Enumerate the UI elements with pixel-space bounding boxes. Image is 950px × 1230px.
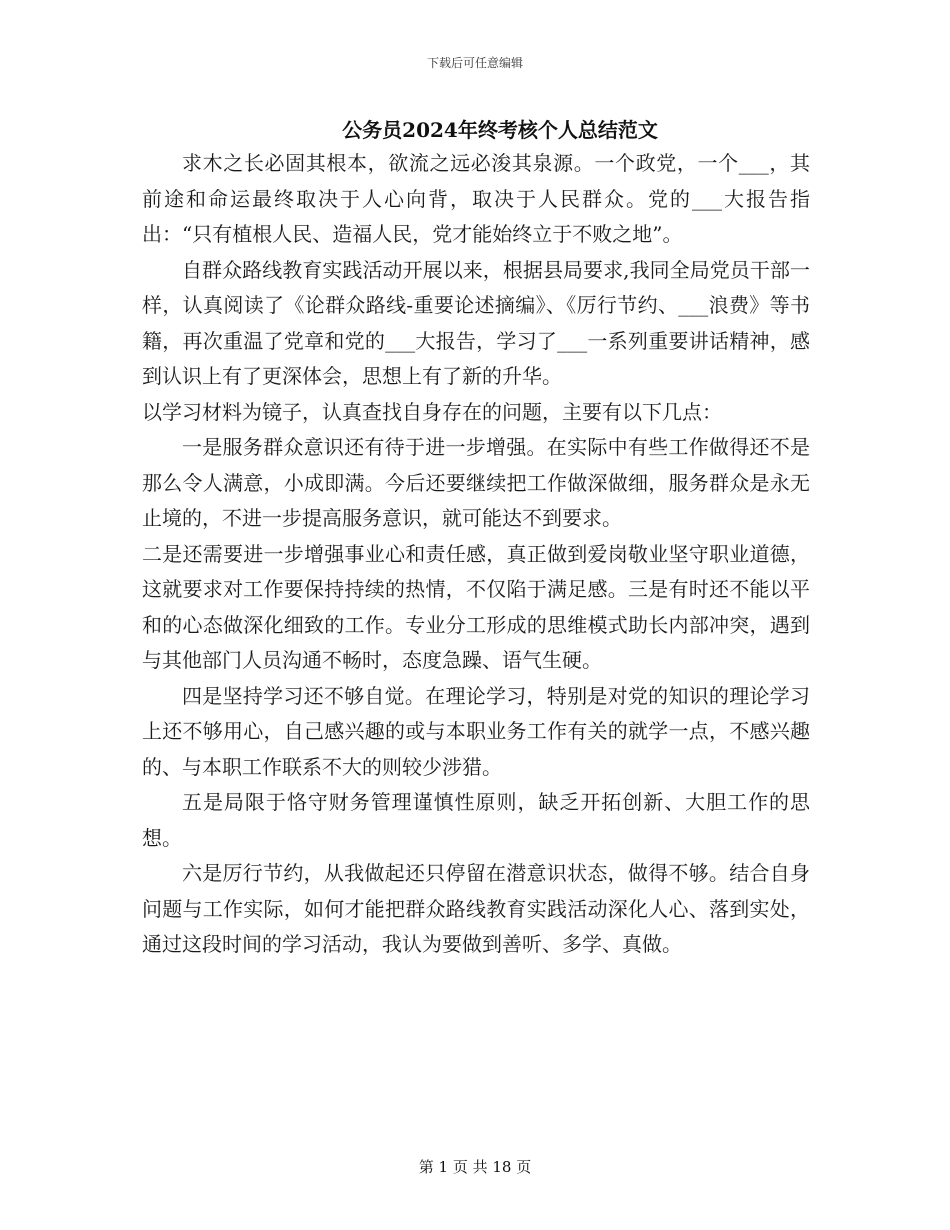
paragraph-4: 一是服务群众意识还有待于进一步增强。在实际中有些工作做得还不是那么令人满意，小成即满。今后还要继续把工作做深做细，服务群众是永无止境的，不进一步提高服务意识，就可能达不到要求。	[142, 435, 810, 530]
paragraph-6: 四是坚持学习还不够自觉。在理论学习，特别是对党的知识的理论学习上还不够用心，自己感兴趣的或与本职业务工作有关的就学一点，不感兴趣的、与本职工作联系不大的则较少涉猎。	[142, 683, 810, 779]
paragraph-8: 六是厉行节约，从我做起还只停留在潜意识状态，做得不够。结合自身问题与工作实际，如何才能把群众路线教育实践活动深化人心、落到实处，通过这段时间的学习活动，我认为要做到善听、多学、真做。	[142, 861, 810, 956]
header-note: 下载后可任意编辑	[426, 56, 523, 70]
page-indicator: 第 1 页 共 18 页	[418, 1158, 532, 1176]
paragraph-1: 求木之长必固其根本，欲流之远必浚其泉源。一个政党，一个___，其前途和命运最终取决于人心向背，取决于人民群众。党的___大报告指出：“只有植根人民、造福人民，党才能始终立于不败之地”。	[142, 151, 810, 246]
paragraph-5: 二是还需要进一步增强事业心和责任感，真正做到爱岗敬业坚守职业道德，这就要求对工作要保持持续的热情，不仅陷于满足感。三是有时还不能以平和的心态做深化细致的工作。专业分工形成的思维模式助长内部冲突，遇到与其他部门人员沟通不畅时，态度急躁、语气生硬。	[142, 541, 810, 672]
paragraph-3: 以学习材料为镜子，认真查找自身存在的问题，主要有以下几点：	[142, 399, 722, 424]
document-body	[142, 146, 810, 963]
paragraph-7: 五是局限于恪守财务管理谨慎性原则，缺乏开拓创新、大胆工作的思想。	[142, 790, 810, 850]
paragraph-2: 自群众路线教育实践活动开展以来，根据县局要求,我同全局党员干部一样，认真阅读了《论群众路线-重要论述摘编》、《厉行节约、___浪费》等书籍，再次重温了党章和党的___大报告，学习了___一系列重要讲话精神，感到认识上有了更深体会，思想上有了新的升华。	[142, 257, 810, 388]
document-title: 公务员2024年终考核个人总结范文	[342, 118, 658, 142]
